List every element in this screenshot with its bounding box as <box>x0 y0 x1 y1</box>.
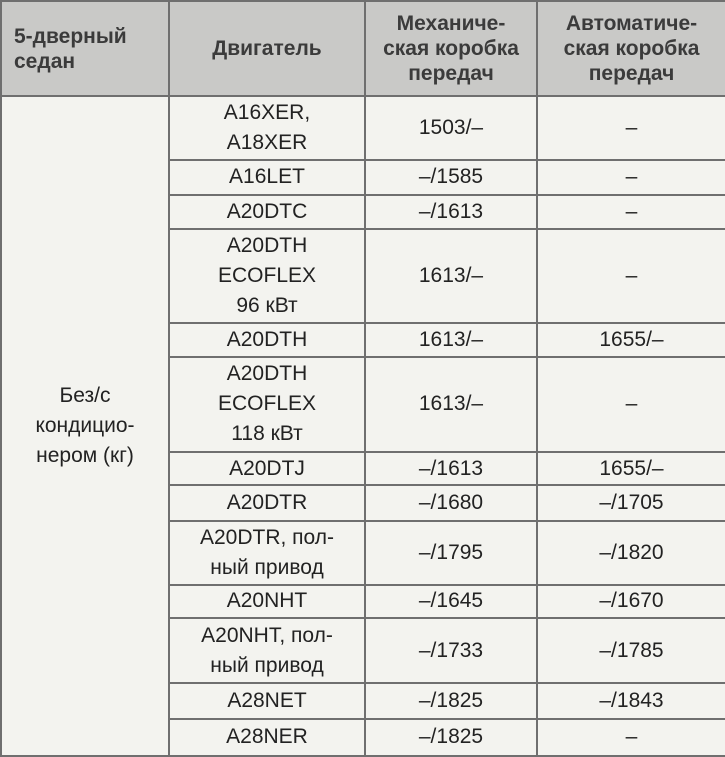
header-row <box>1 1 725 96</box>
manual-value: 1613/– <box>365 357 537 453</box>
auto-value: –/1705 <box>537 485 725 520</box>
auto-value: – <box>537 229 725 324</box>
engine-cell: A28NER <box>169 719 365 756</box>
manual-value: 1503/– <box>365 96 537 160</box>
engine-cell: A20DTJ <box>169 452 365 485</box>
manual-value: –/1613 <box>365 452 537 485</box>
auto-value: – <box>537 357 725 453</box>
engine-cell: A16LET <box>169 160 365 194</box>
auto-value: – <box>537 96 725 160</box>
manual-value: –/1680 <box>365 485 537 520</box>
auto-value: 1655/– <box>537 452 725 485</box>
engine-cell: A20NHT <box>169 585 365 618</box>
auto-value: – <box>537 160 725 194</box>
auto-value: 1655/– <box>537 323 725 356</box>
header-engine: Двигатель <box>169 1 365 96</box>
table-row <box>1 96 725 160</box>
manual-value: –/1613 <box>365 195 537 229</box>
engine-cell: A20DTH <box>169 323 365 356</box>
auto-value: – <box>537 719 725 756</box>
header-sedan: 5-дверный седан <box>1 1 169 96</box>
header-automatic-gearbox: Автоматиче- ская коробка передач <box>537 1 725 96</box>
manual-value: –/1795 <box>365 521 537 585</box>
manual-value: 1613/– <box>365 323 537 356</box>
condition-label: Без/с кондицио- нером (кг) <box>1 96 169 756</box>
manual-value: –/1825 <box>365 683 537 718</box>
auto-value: –/1785 <box>537 618 725 683</box>
engine-cell: A20DTR, пол- ный привод <box>169 521 365 585</box>
engine-cell: A20DTH ECOFLEX 118 кВт <box>169 357 365 453</box>
engine-cell: A20DTR <box>169 485 365 520</box>
manual-value: –/1645 <box>365 585 537 618</box>
header-manual-gearbox: Механиче- ская коробка передач <box>365 1 537 96</box>
engine-cell: A20NHT, пол- ный привод <box>169 618 365 683</box>
engine-cell: A20DTH ECOFLEX 96 кВт <box>169 229 365 324</box>
manual-value: 1613/– <box>365 229 537 324</box>
manual-value: –/1825 <box>365 719 537 756</box>
auto-value: –/1670 <box>537 585 725 618</box>
manual-value: –/1585 <box>365 160 537 194</box>
manual-value: –/1733 <box>365 618 537 683</box>
auto-value: –/1843 <box>537 683 725 718</box>
auto-value: – <box>537 195 725 229</box>
engine-cell: A20DTC <box>169 195 365 229</box>
auto-value: –/1820 <box>537 521 725 585</box>
engine-cell: A16XER, A18XER <box>169 96 365 160</box>
engine-cell: A28NET <box>169 683 365 718</box>
